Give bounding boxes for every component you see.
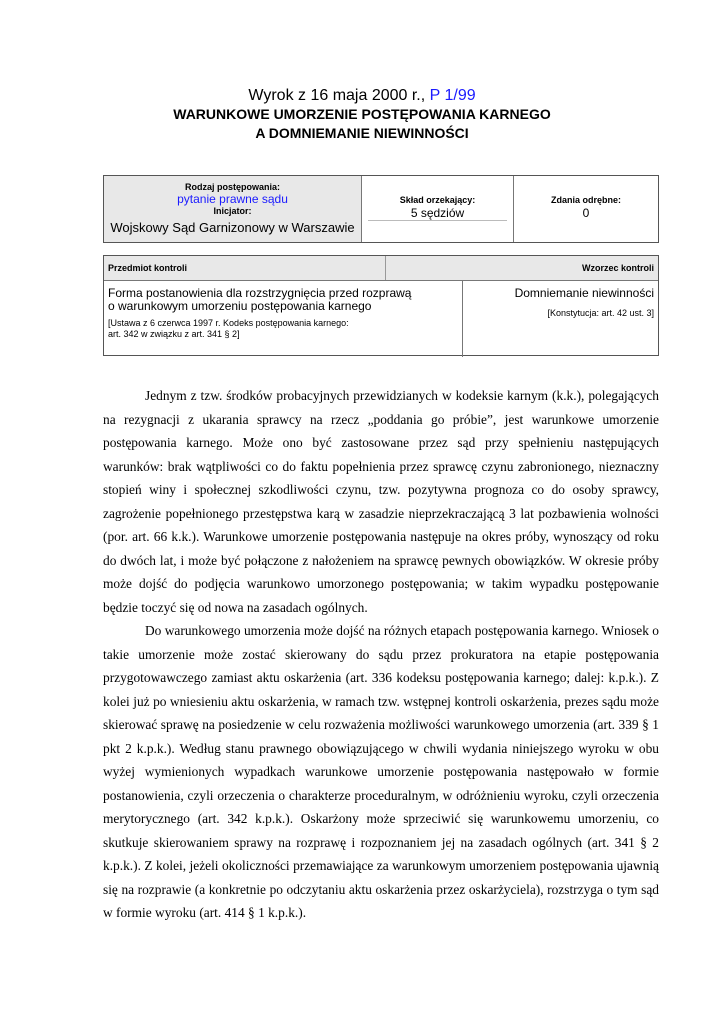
document-header [0,86,724,143]
panel-label: Skład orzekający: [399,195,476,205]
judgment-title [0,86,724,105]
standard-ref: [Konstytucja: art. 42 ust. 3] [547,308,654,318]
dissent-label: Zdania odrębne: [550,195,621,205]
initiator-label: Inicjator: [213,206,252,216]
judgment-date: Wyrok z 16 maja 2000 r., [248,87,430,104]
control-table-header [104,256,658,281]
standard-header: Wzorzec kontroli [581,263,654,273]
subject-ref-2: art. 342 w związku z art. 341 § 2] [108,329,240,339]
standard-value: Domniemanie niewinności [514,286,654,300]
initiator-value: Wojskowy Sąd Garnizonowy w Warszawie [110,220,355,235]
control-table-body [104,281,658,357]
proceeding-type-label: Rodzaj postępowania: [184,182,280,192]
subject-header: Przedmiot kontroli [104,256,386,280]
headline-line-1: WARUNKOWE UMORZENIE POSTĘPOWANIA KARNEGO [173,106,551,122]
body-text [103,384,659,925]
dissent-cell [514,176,658,242]
standard-cell [463,281,658,357]
case-info-table [103,175,659,243]
case-number-link[interactable]: P 1/99 [429,87,476,104]
paragraph-2: Do warunkowego umorzenia może dojść na różnych etapach postępowania karnego. Wniosek o takie umorzenie może zostać skierowany do sądu przez prokuratora na etapie postępowania przygotowawczego zamiast aktu oskarżenia (art. 336 kodeksu postępowania karnego; dalej: k.p.k.). Z kolei już po wniesieniu aktu oskarżenia, w ramach tzw. wstępnej kontroli oskarżenia, prezes sądu może skierować sprawę na posiedzenie w celu rozważenia możliwości warunkowego umorzenia (art. 339 § 1 pkt 2 k.p.k.). Według stanu prawnego obowiązującego w chwili wydania niniejszego wyroku w obu wyżej wymienionych wypadkach warunkowe umorzenie postępowania następowało w formie postanowienia, czyli orzeczenia o charakterze proceduralnym, w odróżnieniu wyroku, czyli orzeczenia merytorycznego (art. 342 k.p.k.). Oskarżony może sprzeciwić się warunkowemu umorzeniu, co skutkuje skierowaniem sprawy na rozprawę i rozpoznaniem jej na zasadach ogólnych (art. 341 § 2 k.p.k.). Z kolei, jeżeli okoliczności przemawiające za warunkowym umorzeniem postępowania ujawnią się na rozprawie (a konkretnie po odczytaniu aktu oskarżenia przez oskarżyciela), rozstrzyga o tym sąd w formie wyroku (art. 414 § 1 k.p.k.). [103,623,659,920]
subject-cell [104,281,463,357]
proceeding-cell [104,176,362,242]
paragraph-1: Jednym z tzw. środków probacyjnych przewidzianych w kodeksie karnym (k.k.), polegających na rezygnacji z ukarania sprawcy na rzecz „poddania go próbie”, jest warunkowe umorzenie postępowania karnego. Może ono być zastosowane przez sąd przy spełnieniu następujących warunków: brak wątpliwości co do faktu popełnienia przez sprawcę czynu zabronionego, nieznaczny stopień winy i społecznej szkodliwości czynu, tzw. pozytywna prognoza co do osoby sprawcy, zagrożenie popełnionego przestępstwa karą w zasadzie nieprzekraczającą 3 lat pozbawienia wolności (por. art. 66 k.k.). Warunkowe umorzenie postępowania następuje na okres próby, wynoszący od roku do dwóch lat, i może być połączone z nałożeniem na sprawcę pewnych obowiązków. W okresie próby może dojść do podjęcia warunkowo umorzonego postępowania; w takim wypadku postępowanie będzie toczyć się od nowa na zasadach ogólnych. [103,388,659,615]
panel-cell [362,176,514,242]
subject-line-1: Forma postanowienia dla rozstrzygnięcia przed rozprawą [108,286,412,300]
headline-line-2: A DOMNIEMANIE NIEWINNOŚCI [255,125,469,141]
subject-line-2: o warunkowym umorzeniu postępowania karnego [108,299,372,313]
control-table [103,255,659,356]
panel-value: 5 sędziów [368,206,507,221]
subject-ref-1: [Ustawa z 6 czerwca 1997 r. Kodeks postępowania karnego: [108,318,349,328]
dissent-value: 0 [582,206,590,220]
proceeding-type-link[interactable]: pytanie prawne sądu [177,192,288,206]
